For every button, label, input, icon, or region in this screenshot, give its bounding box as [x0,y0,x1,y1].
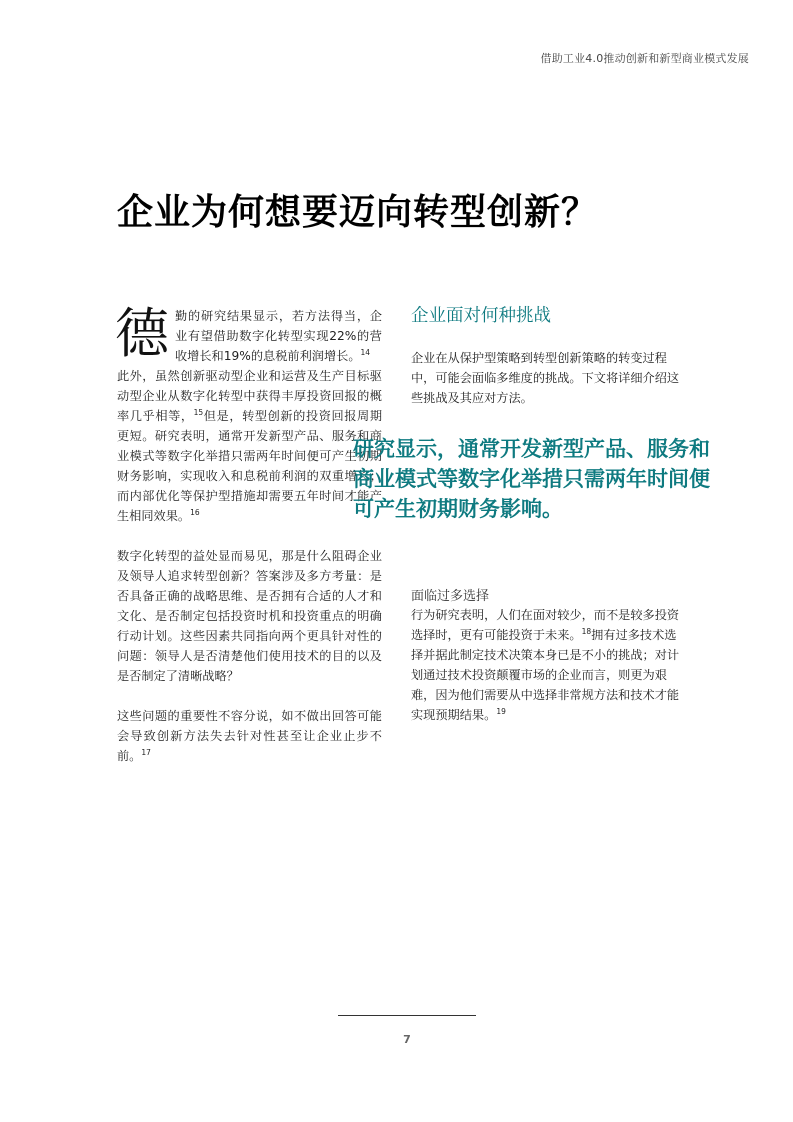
right-column [411,306,683,408]
intro-text-c: 但是，转型创新的投资回报周期更短。研究表明，通常开发新型产品、服务和商业模式等数字化举措只需两年时间便可产生初期财务影响，实现收入和息税前利润的双重增长；而内部优化等保护型措施却需要五年时间才能产生相同效果。 [117,409,383,523]
footer-divider [338,1015,476,1016]
page-number: 7 [403,1033,411,1046]
body-paragraph-3: 这些问题的重要性不容分说，如不做出回答可能会导致创新方法失去针对性甚至让企业止步不前。$^{17}$ [117,709,382,763]
section-intro: 企业在从保护型策略到转型创新策略的转变过程中，可能会面临多维度的挑战。下文将详细介绍这些挑战及其应对方法。 [411,351,680,405]
footnote-ref: 17 [141,747,151,757]
intro-text-b: 此外，虽然创新驱动型企业和运营及生产目标驱动型企业从数字化转型中获得丰厚投资回报的概率几乎相等， [117,369,382,423]
footnote-ref: 19 [496,706,506,716]
subheading: 面临过多选择 [411,589,490,604]
footnote-ref: 18 [581,626,592,636]
page-title: 企业为何想要迈向转型创新？ [117,192,599,233]
footnote-ref: 15 [193,407,204,417]
choices-paragraph: 行为研究表明，人们在面对较少，而不是较多投资选择时，更有可能投资于未来。$^{18}$拥有过多技术选择并据此制定技术决策本身已是不小的挑战；对计划通过技术投资颠覆市场的企业而言，则更为艰难，因为他们需要从中选择非常规方法和技术才能实现预期结果。$^{19}$ [411,608,680,722]
pull-quote: 研究显示，通常开发新型产品、服务和商业模式等数字化举措只需两年时间便可产生初期财务影响。 [353,437,710,521]
running-header: 借助工业4.0推动创新和新型商业模式发展 [540,52,749,65]
section-title: 企业面对何种挑战 [411,306,551,326]
footnote-ref: 16 [190,507,200,517]
body-paragraph-2: 数字化转型的益处显而易见，那是什么阻碍企业及领导人追求转型创新？答案涉及多方考量：是否具备正确的战略思维、是否拥有合适的人才和文化、是否制定包括投资时机和投资重点的明确行动计划。这些因素共同指向两个更具针对性的问题：领导人是否清楚他们使用技术的目的以及是否制定了清晰战略？ [117,549,382,683]
intro-paragraph [115,302,383,526]
footnote-ref: 14 [360,347,371,357]
drop-cap: 德 [115,302,169,365]
left-column [115,302,383,786]
intro-text: 勤的研究结果显示，若方法得当，企业有望借助数字化转型实现22%的营收增长和19%的息税前利润增长。 [175,309,382,363]
